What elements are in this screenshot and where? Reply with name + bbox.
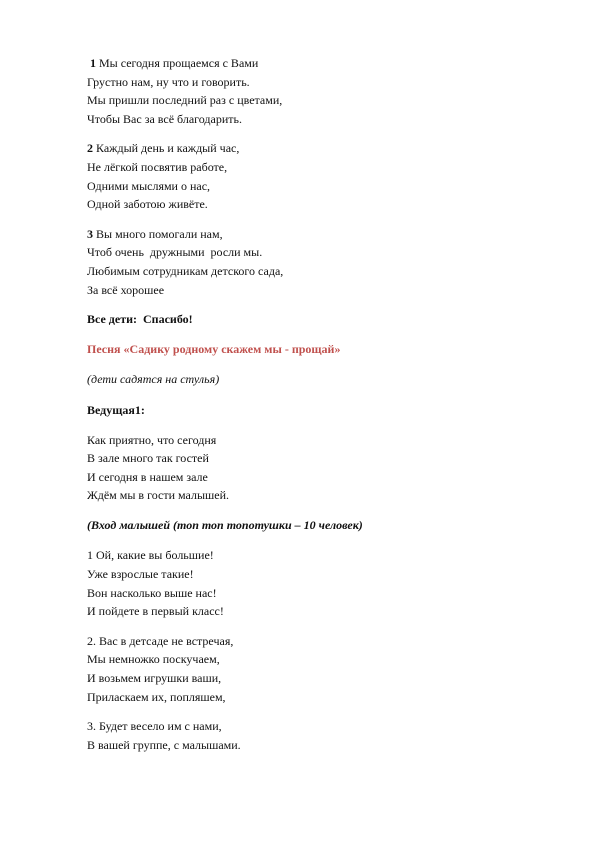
kids-verse-1-line-3: Вон насколько выше нас! <box>87 585 217 600</box>
host-verse-line-2: В зале много так гостей <box>87 451 209 466</box>
kids-verse-2 <box>87 632 507 706</box>
stanza-line-text: Вы много помогали нам, <box>93 226 223 241</box>
stanza-1-line-3: Мы пришли последний раз с цветами, <box>87 93 283 108</box>
stanza-number: 2 <box>87 141 93 156</box>
stanza-2 <box>87 139 507 213</box>
stanza-number: 3 <box>87 226 93 241</box>
stanza-3-line-4: За всё хорошее <box>87 282 165 297</box>
script-text <box>87 54 507 765</box>
kids-verse-2-line-1: 2. Вас в детсаде не встречая, <box>87 633 234 648</box>
kids-verse-1-line-1: 1 Ой, какие вы большие! <box>87 548 214 563</box>
stanza-1 <box>87 54 507 128</box>
stanza-line-text: Каждый день и каждый час, <box>93 141 240 156</box>
kids-verse-3-line-2: В вашей группе, с малышами. <box>87 737 241 752</box>
kids-verse-1-line-2: Уже взрослые такие! <box>87 567 194 582</box>
kids-verse-2-line-4: Приласкаем их, попляшем, <box>87 689 226 704</box>
kids-verse-2-line-3: И возьмем игрушки ваши, <box>87 671 222 686</box>
kids-verse-3-line-1: 3. Будет весело им с нами, <box>87 719 222 734</box>
host-verse <box>87 431 507 505</box>
stanza-2-line-3: Одними мыслями о нас, <box>87 178 211 193</box>
stanza-3-line-1 <box>87 225 507 244</box>
stanza-2-line-2: Не лёгкой посвятив работе, <box>87 159 228 174</box>
stanza-2-line-1 <box>87 139 507 158</box>
host-label: Ведущая1: <box>87 402 145 417</box>
song-title: Песня «Садику родному скажем мы - прощай» <box>87 341 341 356</box>
kids-verse-2-line-2: Мы немножко поскучаем, <box>87 652 220 667</box>
stanza-3-line-2: Чтоб очень дружными росли мы. <box>87 245 263 260</box>
host-verse-line-4: Ждём мы в гости малышей. <box>87 488 229 503</box>
kids-verse-1-line-4: И пойдете в первый класс! <box>87 604 224 619</box>
host-verse-line-3: И сегодня в нашем зале <box>87 469 208 484</box>
host-verse-line-1: Как приятно, что сегодня <box>87 432 217 447</box>
stanza-line-text: Мы сегодня прощаемся с Вами <box>96 56 259 70</box>
stage-direction-sit: (дети садятся на стулья) <box>87 372 220 387</box>
stanza-2-line-4: Одной заботою живёте. <box>87 197 208 212</box>
stanza-3 <box>87 225 507 299</box>
kids-verse-1 <box>87 546 507 620</box>
stanza-1-line-4: Чтобы Вас за всё благодарить. <box>87 111 242 126</box>
stanza-3-line-3: Любимым сотрудникам детского сада, <box>87 263 284 278</box>
stanza-1-line-2: Грустно нам, ну что и говорить. <box>87 74 250 89</box>
all-children-line: Все дети: Спасибо! <box>87 312 193 327</box>
stanza-1-line-1 <box>87 54 507 73</box>
stage-direction-entry: (Вход малышей (топ топ топотушки – 10 человек) <box>87 517 363 532</box>
kids-verse-3 <box>87 717 507 754</box>
stanza-number: 1 <box>90 56 96 70</box>
